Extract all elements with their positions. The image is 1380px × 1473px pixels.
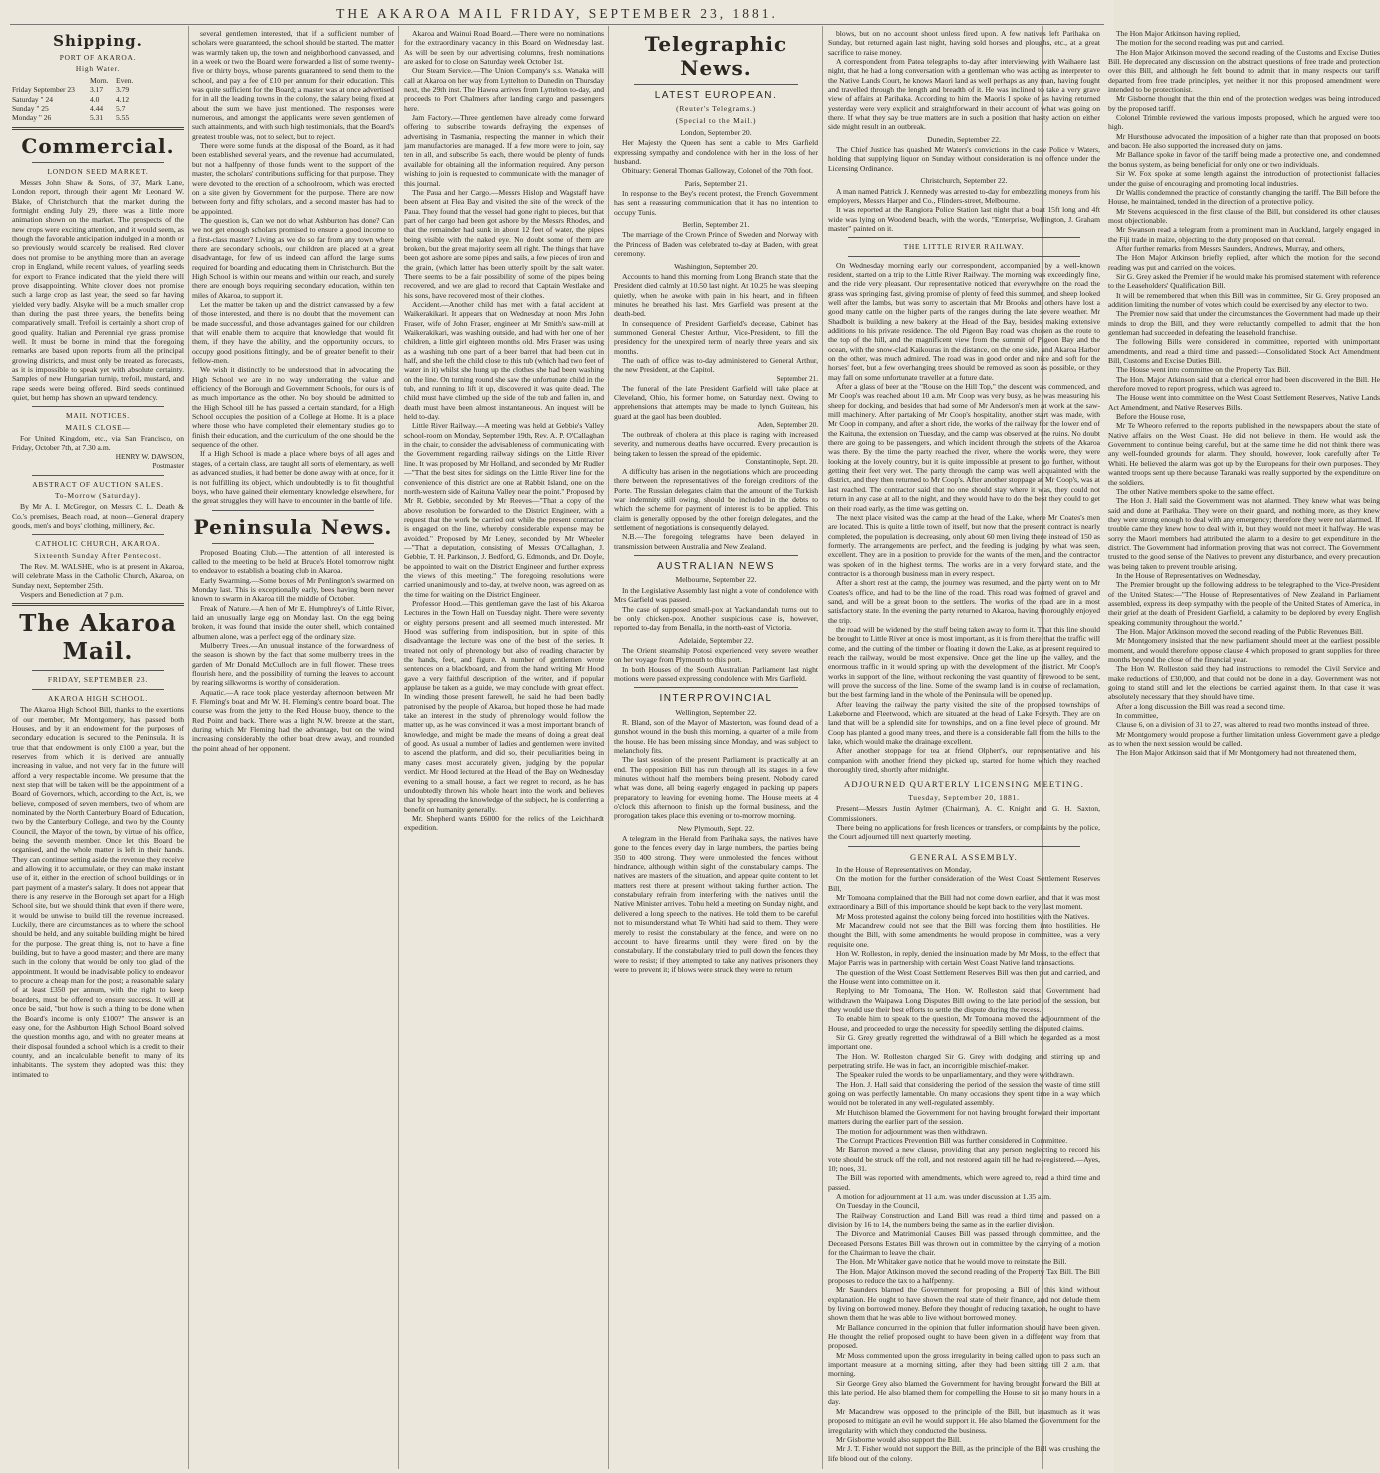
- assembly-paragraph: Mr Te Wheoro referred to the reports published in the newspapers about the state of Native affairs on the West Coast. He did not believe in them. He would ask the Government to continue being careful, but at the same time he did not think there was any well-founded grounds for alarm. They should, however, look carefully after Te Whiti. He believed the alarm was got up by the Europeans for their own purposes. They wanted troops sent up there because Taranaki was really supported by the expenditure on the soldiers.: [1108, 421, 1380, 487]
- postmaster-title: Postmaster: [152, 461, 184, 470]
- high-water-label: High Water.: [75, 64, 121, 74]
- assembly-paragraph: The following Bills were considered in committee, reported with unimportant amendments, and read a third time and passed:—Consolidated Stock Act Amendment Bill, Customs and Excise Duties Bill.: [1108, 337, 1380, 366]
- assembly-paragraph: The Premier now said that under the circumstances the Government had made up their minds to drop the Bill, and they were reluctantly compelled to admit that the hon gentleman had succeeded in defeating the leasehold franchise.: [1108, 309, 1380, 337]
- news-item: Freak of Nature.—A hen of Mr E. Humphrey's of Little River, laid an unusually large egg on Monday last. On the egg being broken, it was found that inside the outer shell, which contained albumen alone, was a perfect egg of the ordinary size.: [192, 603, 394, 641]
- assembly-paragraph: The Hon. Mr Whitaker gave notice that he would move to reinstate the Bill.: [836, 1257, 1067, 1267]
- high-school-text: The Akaroa High School Bill, thanks to the exertions of our member, Mr Montgomery, has passed both Houses, and by it an endowment for the purposes of secondary education is secured to the Peninsula. It is true that that endowment is only £100 a year, but the reserves from which it is derived are annually increasing in value, and not very far in the future will afford a very respectable income. We presume that the next step that will be taken will be the appointment of a Board of Governors, which, according to the Act, is, we believe, composed of seven members, two of whom are nominated by the North Canterbury Board of Education, two by the Canterbury College, and two by the County Council, the Mayor of the town, by virtue of his office, being the seventh member. Once let this Board be organised, and the whole matter is left in their hands. They can continue setting aside the revenue they receive and allowing it to accumulate, or they can make instant use of it, either in the erection of school buildings or in part payment of a master's salary. It does not appear that there is any reserve in the Borough set apart for a High School site, but we should think that even if there were, it would be unwise to build till the revenue increased. Luckily, there are circumstances as to where the school should be held, and any suitable building might be hired for the purpose. The great thing is, not to have a fine building, but to have a good master; and there are many such in the colony that would be only too glad of the appointment. It would be inadvisable policy to endeavor to procure a cheap man for the post; a reasonable salary of at least £350 per annum, with the right to keep boarders, must be offered to ensure success. It will at once be said, "but how is such a thing to be done when the Board's income is only £100?" The answer is an easy one, for the Ashburton High School Board solved the question months ago, and with no greater means at their disposal founded a school which is a credit to their county, and an incalculable benefit to many of its inhabitants. The system they adopted was this: they intimated to: [12, 705, 184, 1079]
- assembly-paragraph: Mr Gisborne thought that the thin end of the protection wedges was being introduced by the proposed tariff.: [1108, 94, 1380, 113]
- railway-text: The next place visited was the camp at the head of the Lake, where Mr Coates's men are located. This is quite a little town of itself, but now that the present contract is nearly completed, the population is decreasing, only about 60 men living there instead of 150 as formerly. The arrangements are perfect, and the feeding is judging by what was seen, excellent. They are in a position to provide for the wants of the men, and the contractor was spoken of in the highest terms. The works are in a very forward state, and the contractor is a thorough business man in every respect.: [828, 512, 1100, 578]
- railway-text: After a short rest at the camp, the journey was resumed, and the party went on to Mr Coates's office, and had to be the line of the road. This road was formed of gravel and sand, and will be a great boon to the settlers. The works of the road are in a most satisfactory state. In the evening the party returned to Akaroa, having thoroughly enjoyed the trip.: [828, 578, 1100, 625]
- column-5: [828, 29, 1380, 1469]
- assembly-paragraph: Sir G. Grey greatly regretted the withdrawal of a Bill which he regarded as a most important one.: [828, 1033, 1100, 1052]
- dateline: Constantinople, Sept. 20.: [745, 458, 818, 467]
- telegram: It was reported at the Rangiora Police Station last night that a boat 15ft long and 4ft wide was lying on Woodend beach, with the words, "Enterprise, Wellington, J. Graham master" painted on it.: [828, 205, 1100, 233]
- news-item: Our Steam Service.—The Union Company's s.s. Wanaka will call at Akaroa on her way from Lyttelton to Dunedin on Thursday next, the 29th inst. The Hawea arrives from Lyttelton to-day, and proceeds to Port Chalmers after landing cargo and passengers here.: [404, 66, 604, 113]
- assembly-paragraph: Mr Stevens acquiesced in the first clause of the Bill, but considered its other clauses most objectionable.: [1108, 206, 1380, 225]
- assembly-paragraph: Mr Gisborne would also support the Bill.: [836, 1434, 962, 1444]
- assembly-paragraph: Mr Ballance spoke in favor of the tariff being made a protective one, and condemned the bonus system, as being beneficial for only one or two individuals.: [1108, 150, 1380, 169]
- auction-text: By Mr A. I. McGregor, on Messrs C. L. Death & Co.'s premises, Beach road, at noon—General drapery goods, men's and boys' clothing, millinery, &c.: [12, 502, 184, 531]
- news-item: Professor Hood.—This gentleman gave the last of his Akaroa Lectures in the Town Hall on Tuesday night. There were seventy or eighty persons present and all seemed much interested. Mr Hood was suffering from indisposition, but in spite of this disadvantage the lecture was one of the best of the series. It treated not only of phrenology but also of reading character by the hands, feet, and figure. A number of gentlemen wrote sentences on a blackboard, and from the hand writing Mr Hood gave a very faithful description of the writer, and if popular applause be taken as a guide, we may conclude with great effect. In winding those present farewell, he said he had been badly patronised by the people of Akaroa, but hoped those he had made take an interest in the study of phrenology would follow the matter up, as he was convinced it was a most important branch of knowledge, and might be made the means of doing a great deal of good. As usual a number of ladies and gentlemen were invited to ascend the platform, and did so, their peculiarities being in many cases most accurately given, judging by the popular verdict. Mr Hood lectured at the Head of the Bay on Wednesday evening to a small house, a fact we regret to record, as he has undoubtedly thrown his whole heart into the work and believes that by spreading the knowledge of the subject, he is conferring a benefit on humanity generally.: [404, 598, 604, 814]
- dateline: London, September 20.: [680, 128, 752, 138]
- dateline: September 21.: [776, 374, 818, 383]
- news-item: Mr. Shepherd wants £6000 for the relics of the Leichhardt expedition.: [404, 813, 604, 833]
- telegram: In the Legislative Assembly last night a vote of condolence with Mrs Garfield was passed.: [614, 585, 818, 605]
- assembly-paragraph: The Speaker ruled the words to be unparliamentary, and they were withdrawn.: [836, 1070, 1074, 1080]
- assembly-paragraph: A motion for adjournment at 11 a.m. was under discussion at 1.35 a.m.: [836, 1191, 1052, 1201]
- high-school-paragraph: We wish it distinctly to be understood that in advocating the High School we are in no way underrating the value and efficiency of the Borough and Government Schools, for ours is of as much importance as the other. No boy should be admitted to the High School till he has passed a certain standard, for a High School occupies the position of a College at Home. It is a place where those who have completed their elementary studies go to finish their education, and the curriculum of the one should be the sequence of the other.: [192, 365, 394, 450]
- licensing-text: There being no applications for fresh licences or transfers, or complaints by the police, the Court adjourned till next quarterly meeting.: [828, 822, 1100, 842]
- assembly-paragraph: After a long discussion the Bill was read a second time.: [1116, 701, 1285, 711]
- assembly-paragraph: Replying to Mr Tomoana, The Hon. W. Rolleston said that Government had withdrawn the Waipawa Long Disputes Bill owing to the late period of the session, but they would use their best efforts to settle the dispute during the recess.: [828, 986, 1100, 1015]
- news-item: Mulberry Trees.—An unusual instance of the forwardness of the season is shown by the fact that some mulberry trees in the garden of Mr Donald McCulloch are in full flower. These trees flourish here, and the possibility of turning the leaves to account by rearing silkworms is worthy of consideration.: [192, 640, 394, 688]
- assembly-paragraph: The Hon Major Atkinson moved the second reading of the Customs and Excise Duties Bill. He deprecated any discussion on the abstract questions of free trade and protection over this Bill, and although he felt bound to admit that in many respects our tariff departed from free trade principles, yet neither it nor this proposed amendment were intended to be protectionist.: [1108, 47, 1380, 95]
- assembly-paragraph: Mr Macandrew was opposed to the principle of the Bill, but inasmuch as it was proposed to mitigate an evil he would support it. He also blamed the Government for the irregularity with which they conducted the business.: [828, 1406, 1100, 1435]
- assembly-paragraph: Mr Montgomery would propose a further limitation unless Government gave a pledge as to when the next session would be called.: [1108, 729, 1380, 749]
- telegram: A correspondent from Patea telegraphs to-day after interviewing with Waihaere last night, that he had a long conversation with a gentleman who was acting as interpreter to the Native Lands Court, he knows Maori land as well perhaps as any man, having fought and travelled through the length and breadth of it. He was inclined to take a very grave view of affairs at Parihaka. According to him the Maoris I spoke of as having returned yesterday were very explicit and straightforward in their account of what was going on there. If what they say be true matters are in such a position that hasty action on either side might result in an outbreak.: [828, 57, 1100, 132]
- tide-table: Morn. Even. Friday September 23 3.17 3.79 Saturday " 24 4.0 4.12 Sunday " 25 4.44 5.7 Monday " 26 5.31 5.55: [12, 76, 184, 123]
- mails-close-label: MAILS CLOSE—: [65, 422, 131, 432]
- assembly-paragraph: The Hon J. Hall said the Government was not alarmed. They knew what was being said and done at Parihaka. They were on their guard, and nothing more, as they knew they were strong enough to deal with any emergency; therefore they were not alarmed. If trouble came they knew how to deal with it, but they would not meet it halfway. He was sorry the Maori members had attributed the alarm to a desire to get expenditure in the district. The Government had information proving that was not correct. The Government trusted to the good sense of the Natives to prevent any disturbance, and every precaution was being taken to prevent trouble arising.: [1108, 496, 1380, 571]
- telegram: A man named Patrick J. Kennedy was arrested to-day for embezzling moneys from his employers, Messrs Harper and Co., Flinders-street, Melbourne.: [828, 186, 1100, 205]
- church-text-2: Vespers and Benediction at 7 p.m.: [20, 590, 124, 600]
- railway-text: After another stoppage for tea at friend Olphert's, our representative and his companion with another friend they picked up, started for home which they reached thoroughly tired, shortly after midnight.: [828, 746, 1100, 775]
- assembly-paragraph: Sir G. Grey asked the Premier if he would make his promised statement with reference to the Leaseholders' Qualification Bill.: [1108, 271, 1380, 291]
- assembly-paragraph: In committee,: [1116, 711, 1159, 721]
- assembly-paragraph: The House went into committee on the West Coast Settlement Reserves, Native Lands Act Amendment, and Native Reserves Bills.: [1108, 393, 1380, 412]
- assembly-paragraph: Mr Swanson read a telegram from a prominent man in Auckland, largely engaged in the Fiji trade in maize, objecting to the duty proposed on that cereal.: [1108, 225, 1380, 244]
- assembly-paragraph: The question of the West Coast Settlement Reserves Bill was then put and carried, and the House went into committee on it.: [828, 967, 1100, 986]
- assembly-paragraph: After further remarks from Messrs Saunders, Andrews, Murray, and others,: [1116, 243, 1345, 253]
- tide-header-morn: Morn.: [90, 75, 109, 85]
- telegram-note: N.B.—The foregoing telegrams have been delayed in transmission between Australia and New Zealand.: [614, 532, 818, 551]
- column-4: [614, 29, 818, 1469]
- assembly-paragraph: Colonel Trimble reviewed the various imposts proposed, which he argued were too high.: [1108, 113, 1380, 132]
- interprovincial-heading: INTERPROVINCIAL: [659, 693, 773, 705]
- news-item: Jam Factory.—Three gentlemen have already come forward offering to subscribe towards defraying the expenses of advertising in Tasmania, respecting the manner in which their jam manufactories are managed. If a few more were to join, say ten in all, and subscribe 5s each, there would be plenty of funds available for obtaining all the information required. Any person wishing to join is requested to communicate with the manager of this journal.: [404, 113, 604, 188]
- assembly-paragraph: The Hon Major Atkinson having replied,: [1116, 29, 1241, 38]
- dateline: New Plymouth, Sept. 22.: [677, 823, 755, 833]
- assembly-paragraph: The Hon. Major Atkinson moved the second reading of the Public Revenues Bill.: [1116, 627, 1364, 636]
- assembly-paragraph: Mr Hutchison blamed the Government for not having brought forward their important matters during the earlier part of the session.: [828, 1107, 1100, 1127]
- assembly-paragraph: The Hon. Major Atkinson said that a clerical error had been discovered in the Bill. He therefore moved to report progress, which was agreed to.: [1108, 374, 1380, 394]
- column-divider: [398, 26, 399, 1469]
- railway-text: On Wednesday morning early our correspondent, accompanied by a well-known resident, started on a trip to the Little River Railway. The morning was exceedingly fine, and the ride very pleasant. Our representative noticed that everywhere on the road the grass was springing fast, giving promise of plenty of feed this summer, and sheep looked well after the lambs, but was sorry to ascertain that Mr Brooks and others have lost a good many cattle on the higher parts of the ranges during the late severe weather. Mr Shadbolt is building a new bakery at the Head of the Bay, besides making extensive additions to his private residence. The old Pigeon Bay road was chosen as the route to the top of the hill, and the magnificent view from the summit of Pigeon Bay and the ocean, with the snow-clad Kaikouras in the distance, on the one side, and Akaroa Harbor on the other, was much admired. The road was in good order and nice and soft for the horses' feet, but a few overhanging trees should be removed as soon as possible, or they may fall on some unfortunate traveller at a future date.: [828, 260, 1100, 382]
- church-text: The Rev. M. WALSHE, who is at present in Akaroa, will celebrate Mass in the Catholic Church, Akaroa, on Sunday next, September 25th.: [12, 562, 184, 590]
- assembly-paragraph: The motion for the second reading was put and carried.: [1116, 38, 1284, 48]
- high-school-paragraph: The question is, Can we not do what Ashburton has done? Can we not get enough scholars promised to ensure a good income to a first-class master? Living as we do so far from any town where there are secondary schools, our children are placed at a great disadvantage, for few of us indeed can afford the large sums required for boarding and educating them in Christchurch. But the High School is within our means and within our reach, and surely there are enough boys requiring secondary education, within ten miles of Akaroa, to support it.: [192, 215, 394, 300]
- railway-text: the road will be widened by the stuff being taken away to form it. That this line should be brought to Little River at once is most important, as it is from there that the traffic will come, and the cutting of the timber or floating it down the Lake, as at present required to reach the railway, would be most expensive. Once get the line up the valley, and the enormous traffic in it would spring up with the development of the district. Mr Coop's works in support of the line, without reckoning the vast quantity of firewood to be sent, will prove the success of the line. Some of the swamp land is in course of reclamation, but the best farming land in the whole of the Peninsula will be opened up.: [828, 624, 1100, 700]
- news-item: Accident.—Another child has met with a fatal accident at Waikerakikari. It appears that on Wednesday at noon Mrs John Fraser, wife of John Fraser, engineer at Mr Smith's saw-mill at Waikerakikari, was washing outside, and had with her one of her children, a little girl eighteen months old. Mrs Fraser was using as a washing tub one part of a beer barrel that had been cut in half, and she left the child close to this tub (which had two feet of water in it) whilst she hung up the clothes she had been washing on the line. On turning round she saw the unfortunate child in the tub, and running to lift it up, discovered it was quite dead. The child must have climbed up the side of the tub and fallen in, and death must have been almost instantaneous. An inquest will be held to-day.: [404, 299, 604, 422]
- news-item: Early Swarming.—Some boxes of Mr Penlington's swarmed on Monday last. This is exceptionally early, bees having been never known to swarm in Akaroa till the middle of October.: [192, 575, 394, 604]
- column-divider: [822, 26, 823, 1469]
- tide-day: Monday " 26: [12, 113, 52, 123]
- tide-header-even: Even.: [116, 75, 134, 85]
- high-school-paragraph: If a High School is made a place where boys of all ages and stages, of a certain class, are taught all sorts of elementary, as well as advanced studies, it had better be done away with at once, for it is not fulfilling its object, which undoubtedly is to fit thoughtful boys, who have gained their elementary knowledge elsewhere, for the great struggles they will have to encounter in the battle of life.: [192, 449, 394, 506]
- assembly-paragraph: Mr Barron moved a new clause, providing that any person neglecting to record his vote should be struck off the roll, and not restored again till he had re-registered.—Ayes, 10; noes, 31.: [828, 1145, 1100, 1173]
- telegram: The case of supposed small-pox at Yackandandah turns out to be only chicken-pox. Another suspicious case is, however, reported to-day from Benalla, in the north-east of Victoria.: [614, 604, 818, 633]
- port-heading: PORT OF AKAROA.: [59, 53, 137, 62]
- assembly-paragraph: Sir George Grey also blamed the Government for having brought forward the Bill at this late period. He also blamed them for compelling the House to sit so many hours in a day.: [828, 1378, 1100, 1407]
- special-label: (Special to the Mail.): [675, 115, 757, 125]
- tide-day: Saturday " 24: [12, 94, 53, 104]
- masthead: THE AKAROA MAIL FRIDAY, SEPTEMBER 23, 1881.: [336, 6, 778, 21]
- assembly-paragraph: In the House of Representatives on Wednesday,: [1116, 570, 1261, 580]
- assembly-paragraph: Sir W. Fox spoke at some length against the introduction of protectionist fallacies under the guise of encouraging and promoting local industries.: [1108, 169, 1380, 188]
- assembly-paragraph: It will be remembered that when this Bill was in committee, Sir G. Grey proposed an addition limiting the number of votes which could be exercised by any elector to two.: [1108, 290, 1380, 309]
- seed-market-text: Messrs John Shaw & Sons, of 37, Mark Lane, London report, through their agent Mr Leonard W. Blake, of Christchurch that the market during the fortnight ending July 29, there was a little more animation shown on the market. The prospects of the new crops were exciting attention, and it would seem, as though the favorable anticipation indulged in a month or so previously would scarcely be realised. Red clover does not promise to be anything more than an average crop in England, while recent values, of yearling seeds for export to France indicated that the yield there will prove disappointing. White clover does not promise such a large crop as last year, the seed so far having yielded very badly. Alsyke will be a much smaller crop than during the past three years, the benefits being comparatively small. Trefoil is certainly a short crop of good quality. Italian and Perennial rye grass promise well. It must be borne in mind that the foregoing remarks are based upon reports from all the principal growing districts, and must only be treated as forecasts, as it is impossible to speak yet with absolute certainty. Samples of new Hungarian turnip, trefoil, mustard, and rape seeds were being offered. Bird seeds continued quiet, but hemp has shown an upward tendency.: [12, 178, 184, 402]
- auction-heading: ABSTRACT OF AUCTION SALES.: [32, 479, 164, 489]
- telegram: The Orient steamship Potosi experienced very severe weather on her voyage from Plymouth to this port.: [614, 645, 818, 665]
- telegram: Obituary: General Thomas Galloway, Colonel of the 70th foot.: [622, 166, 813, 176]
- latest-european-heading: LATEST EUROPEAN.: [654, 90, 778, 101]
- railway-heading: THE LITTLE RIVER RAILWAY.: [903, 242, 1025, 252]
- telegram: In response to the Bey's recent protest, the French Government has sent a reassuring communication that it has no intention to occupy Tunis.: [614, 189, 818, 217]
- mail-notices-text: For United Kingdom, etc., via San Francisco, on Friday, October 7th, at 7.30 a.m.: [12, 434, 184, 453]
- telegram: The last session of the present Parliament is practically at an end. The opposition Bill has run through all its stages in a few minutes without half the members being present. Nobody cared what was done, all being eagerly engaged in packing up papers preparatory to leaving for evening home. The House meets at 4 o'clock this afternoon to finish up the formal business, and the prorogation takes place this evening or to-morrow morning.: [614, 755, 818, 821]
- news-item: Akaroa and Wainui Road Board.—There were no nominations for the extraordinary vacancy in this Board on Wednesday last. As will be seen by our advertising columns, fresh nominations are asked for to close on Saturday week October 1st.: [404, 29, 604, 67]
- news-item: Proposed Boating Club.—The attention of all interested is called to the meeting to be held at Bruce's Hotel tomorrow night to endeavor to establish a boating club in Akaroa.: [192, 547, 394, 576]
- assembly-paragraph: Clause 6, on a division of 31 to 27, was altered to read two months instead of three.: [1116, 720, 1370, 730]
- dateline: Berlin, September 21.: [682, 220, 750, 230]
- high-school-heading: AKAROA HIGH SCHOOL.: [48, 693, 148, 703]
- assembly-paragraph: The Hon. J. Hall said that considering the period of the session the waste of time still going on was perfectly lamentable. On many occasions they spent time in a way which would not be tolerated in any well-regulated assembly.: [828, 1079, 1100, 1108]
- shipping-heading: Shipping.: [53, 32, 143, 50]
- assembly-paragraph: The Hon Major Atkinson said that if Mr Montgomery had not threatened them,: [1116, 748, 1357, 758]
- paper-title: The Akaroa Mail.: [19, 610, 177, 666]
- paper-date: FRIDAY, SEPTEMBER 23.: [47, 675, 149, 685]
- assembly-paragraph: Hon W. Rolleston, in reply, denied the insinuation made by Mr Moss, to the effect that Major Parris was in partnership with certain West Coast Native land transactions.: [828, 948, 1100, 968]
- telegram: blows, but on no account shoot unless fired upon. A few natives left Parihaka on Sunday, but returned again last night, having sold horses and ploughs, etc., at a great sacrifice to raise money.: [828, 29, 1100, 57]
- tide-day: Sunday " 25: [12, 103, 49, 113]
- australian-news-heading: AUSTRALIAN NEWS: [656, 561, 776, 573]
- telegram: The Chief Justice has quashed Mr Waters's convictions in the case Police v Waters, holding that supplying liquor on Sunday without consideration is no offence under the Licensing Ordinance.: [828, 145, 1100, 173]
- dateline: Christchurch, September 22.: [920, 176, 1008, 186]
- assembly-paragraph: The Hon W. Rolleston said they had instructions to remodel the Civil Service and make reductions of £30,000, and that could not be done in a day. Government was not going to stand still and let the elections be carried against them. In that case it was absolutely necessary that they should have time.: [1108, 664, 1380, 702]
- dateline: Adelaide, September 22.: [678, 635, 754, 645]
- assembly-paragraph: On the motion for the further consideration of the West Coast Settlement Reserves Bill,: [828, 874, 1100, 893]
- telegram: Accounts to hand this morning from Long Branch state that the President died calmly at 10.50 last night. At 10.25 he was sleeping quietly, when he awoke with pain in his heart, and in fifteen minutes he breathed his last. Mrs Garfield was present at the death-bed.: [614, 271, 818, 319]
- assembly-paragraph: The Bill was reported with amendments, which were agreed to, read a third time and passed.: [828, 1173, 1100, 1192]
- high-school-paragraph: There were some funds at the disposal of the Board, as it had been established several years, and the revenue had accumulated, but not a halfpenny of those funds went to the support of the master, the scholars' contributions sufficing for that purpose. They were devoted to the erection of a schoolroom, which was erected on a site given by Government for the purpose. There are now between forty and fifty scholars, and a second master has had to be appointed.: [192, 141, 394, 216]
- assembly-paragraph: Mr Saunders blamed the Government for proposing a Bill of this kind without explanation. He ought to have shown the real state of their finance, and not delude them by living on borrowed money. Before they thought of reducing taxation, he ought to have shown them that he was able to live without borrowed money.: [828, 1285, 1100, 1323]
- assembly-paragraph: Mr Macandrew could not see that the Bill was forcing them into hostilities. He thought the Bill, with some amendments he would propose in committee, was a very requisite one.: [828, 920, 1100, 949]
- column-3: [404, 29, 604, 1469]
- assembly-paragraph: Dr Wallis condemned the practice of constantly changing the tariff. The Bill before the House, he maintained, tended in the direction of a protective policy.: [1108, 187, 1380, 207]
- railway-text: After leaving the railway the party visited the site of the proposed townships of Lakeborne and Fleetwood, which are situated at the head of Lake Forsyth. They are on land that will be a splendid site for townships, and on a fine level piece of ground. Mr Coop has planted a good many trees, and there is a considerable fall from the hills to the lake, which would make the drainage excellent.: [828, 699, 1100, 747]
- telegram: The funeral of the late President Garfield will take place at Cleveland, Ohio, his former home, on Saturday next. Owing to apprehensions that attempts may be made to lynch Guiteau, his guard at the gaol has been doubled.: [614, 383, 818, 421]
- telegram: The oath of office was to-day administered to General Arthur, the new President, at the Capitol.: [614, 355, 818, 375]
- assembly-paragraph: Mr Moss protested against the colony being forced into hostilities with the Natives.: [836, 911, 1090, 921]
- licensing-date: Tuesday, September 20, 1881.: [908, 792, 1020, 802]
- assembly-paragraph: The Premier brought up the following address to be telegraphed to the Vice-President of the United States:—"The House of Representatives of New Zealand in Parliament assembled, express its deep sympathy with the people of the United States of America, in their grief at the death of President Garfield, a calamity to be deplored by every English speaking community throughout the world.": [1108, 580, 1380, 627]
- assembly-paragraph: The other Native members spoke to the same effect.: [1116, 486, 1275, 496]
- assembly-paragraph: The Railway Construction and Land Bill was read a third time and passed on a division by 16 to 14, the numbers being the same as in the earlier division.: [828, 1210, 1100, 1229]
- assembly-paragraph: Mr Hursthouse advocated the imposition of a higher rate than that proposed on boots and bacon. He also supported the increased duty on jams.: [1108, 131, 1380, 151]
- assembly-paragraph: The Hon. W. Rolleston charged Sir G. Grey with dodging and stirring up and perpetrating strife. He was in fact, an incorrigible mischief-maker.: [828, 1051, 1100, 1071]
- church-subheading: Sixteenth Sunday After Pentecost.: [34, 550, 162, 560]
- column-divider: [188, 26, 189, 1469]
- assembly-paragraph: The Hon Major Atkinson briefly replied, after which the motion for the second reading was put and carried on the voices.: [1108, 253, 1380, 272]
- assembly-paragraph: Mr Moss commented upon the gross irregularity in being called upon to pass such an important measure at a morning sitting, after they had been sitting till 2 a.m. that morning.: [828, 1350, 1100, 1379]
- column-1: [12, 29, 184, 1469]
- assembly-paragraph: Mr Montgomery insisted that the new parliament should meet at the earliest possible moment, and would therefore oppose clause 4 which proposed to grant supplies for three months beyond the close of the financial year.: [1108, 636, 1380, 665]
- peninsula-news-heading: Peninsula News.: [193, 514, 393, 539]
- telegram: The marriage of the Crown Prince of Sweden and Norway with the Princess of Baden was celebrated to-day at Baden, with great ceremony.: [614, 230, 818, 259]
- mail-notices-heading: MAIL NOTICES.: [66, 411, 130, 421]
- dateline: Paris, September 21.: [684, 178, 748, 188]
- dateline: Aden, September 20.: [757, 421, 818, 429]
- masthead-rule: [10, 24, 1104, 25]
- general-assembly-heading: GENERAL ASSEMBLY.: [910, 851, 1018, 862]
- seed-market-heading: LONDON SEED MARKET.: [47, 166, 149, 176]
- licensing-heading: ADJOURNED QUARTERLY LICENSING MEETING.: [843, 779, 1085, 790]
- railway-text: After a glass of beer at the "Rouse on the Hill Top," the descent was commenced, and Mr Coop's was reached about 10 a.m. Mr Coop was very busy, as he was measuring his sheep for docking, and besides that had some of Mr Anderson's men at work at the saw-mill machinery. After partaking of Mr Coop's hospitality, another start was made, with Mr Coop in company, and after a short ride, the works of the railway for the lower end of the Kaituna, the extension on Tuesday, and the camp was observed at the ruins. No doubt there are going to be passengers, and which incident through the streets of the Akaroa was there. By the time the party reached the river, where the works were, they were looking at the lovely country, but it is quite impossible at present to go further, without getting their feet very wet. The party through the camp was well acquainted with the district, and they then returned to Mr Coop's. After another stoppage at Mr Coop's, was at last reached. The contractor said that no one should stay where it was, they could not return in any case at all to the night, and they would have to do the best they could to get on their road early, as the time was getting on.: [828, 382, 1100, 513]
- telegram: R. Bland, son of the Mayor of Masterton, was found dead of a gunshot wound in the bush this morning, a quarter of a mile from the house. He has been missing since Monday, and was subject to melancholy fits.: [614, 717, 818, 755]
- assembly-paragraph: To enable him to speak to the question, Mr Tomoana moved the adjournment of the House, and proceeded to urge the necessity for speedily settling the disputed claims.: [828, 1014, 1100, 1033]
- assembly-paragraph: Mr Tomoana complained that the Bill had not come down earlier, and that it was most extraordinary a Bill of this importance should be kept back to the very last moment.: [828, 892, 1100, 912]
- assembly-paragraph: The Hon. Major Atkinson moved the second reading of the Property Tax Bill. The Bill proposes to reduce the tax to a halfpenny.: [828, 1266, 1100, 1285]
- news-item: Aquatic.—A race took place yesterday afternoon between Mr F. Fleming's boat and Mr W. H. Fleming's centre board boat. The course was from the jetty to the Red House buoy, thence to the Red Point and back. There was a light N.W. breeze at the start, during which Mr Fleming had the advantage, but on the wind increasing considerably the other boat drew away, and rounded the point ahead of her opponent.: [192, 687, 394, 753]
- reuters-label: (Reuter's Telegrams.): [676, 104, 756, 114]
- telegram: In consequence of President Garfield's decease, Cabinet has summoned General Chester Arthur, Vice-President, to fill the presidency for the unexpired term of nearly three years and six months.: [614, 318, 818, 356]
- high-school-paragraph: Let the matter be taken up and the district canvassed by a few of those interested, and there is no doubt that the movement can be made successful, and those advantages gained for our children that will enable them to acquire that knowledge that would fit them, if they have the ability, and the opportunity occurs, to occupy good positions fittingly, and be of greater benefit to their fellow-men.: [192, 299, 394, 366]
- church-heading: CATHOLIC CHURCH, AKAROA.: [35, 539, 161, 549]
- assembly-paragraph: The Corrupt Practices Prevention Bill was further considered in Committee.: [836, 1135, 1068, 1145]
- dateline: Dunedin, September 22.: [927, 134, 1001, 144]
- assembly-paragraph: Mr Ballance concurred in the opinion that fuller information should have been given. He thought the relief proposed ought to have been given in a different way from that proposed.: [828, 1322, 1100, 1351]
- assembly-paragraph: Mr J. T. Fisher would not support the Bill, as the principle of the Bill was crushing the life blood out of the colony.: [828, 1444, 1100, 1463]
- telegram: A difficulty has arisen in the negotiations which are proceeding there between the representatives of the foreign creditors of the Porte. The Russian delegates claim that the amount of the Turkish war indemnity still owing, should be included in the debts to which the scheme for payment of interest is to be applied. This claim is generally opposed by the other foreign delegates, and the settlement of negotiations is consequently delayed.: [614, 467, 818, 533]
- auction-subheading: To-Morrow (Saturday).: [54, 491, 142, 501]
- high-school-continued: several gentlemen interested, that if a sufficient number of scholars were guaranteed, the school should be started. The matter was warmly taken up, the town and neighborhood canvassed, and in a week or two the Board were forwarded a list of some twenty-five or thirty boys, whose parents guaranteed to send them to the school, and pay a fee of £10 per annum for their education. This was quite sufficient for the Board; a master was at once advertised for in all the leading towns in the colony, the salary being fixed at about the sum we have just mentioned. The responses were numerous, and amongst the applicants were seven gentlemen of such attainments, and with such high testimonials, that the Board's greatest trouble was, not to select, but to reject.: [192, 29, 394, 141]
- assembly-paragraph: The Divorce and Matrimonial Causes Bill was passed through committee, and the Deceased Persons Estates Bill was thrown out in committee by the carrying of a motion for the Chairman to leave the chair.: [828, 1229, 1100, 1257]
- commercial-heading: Commercial.: [21, 133, 175, 158]
- assembly-paragraph: In the House of Representatives on Monday,: [836, 864, 972, 874]
- dateline: Melbourne, September 22.: [675, 575, 757, 585]
- assembly-paragraph: The motion for adjournment was then withdrawn.: [836, 1126, 988, 1136]
- dateline: Wellington, September 22.: [675, 707, 757, 717]
- licensing-text: Present—Messrs Justin Aylmer (Chairman), A. C. Knight and G. H. Saxton, Commissioners.: [828, 804, 1100, 823]
- assembly-paragraph: On Tuesday in the Council,: [836, 1201, 920, 1211]
- news-item: Little River Railway.—A meeting was held at Gebbie's Valley school-room on Monday, September 19th, Rev. A. P. O'Callaghan in the chair, to consider the advisableness of communicating with the Government regarding railway sidings on the Little River line. It was proposed by Mr Holland, and seconded by Mr Rudler—"That the best sites for sidings on the Little River line for the convenience of this district are one at Rabbit Island, one on the north-western side of Kaituna Valley near the point." Proposed by Mr R. Gebbie, seconded by Mr Reeves—"That a copy of the above resolution be forwarded to the District Engineer, with a request that the work be carried out while the present contractor is engaged on the line, whereby considerable expense may be avoided." Proposed by Mr Leney, seconded by Mr Wheeler—"That a deputation, consisting of Messrs O'Callaghan, J. Gebbie, T. H. Parkinson, J. Bedford, G. Edmonds, and Dr. Doyle, be appointed to wait on the District Engineer and further express the views of this meeting." The foregoing resolutions were carried unanimously and to-day, at twelve noon, was agreed on as the time for waiting on the District Engineer.: [404, 421, 604, 599]
- telegram: A telegram in the Herald from Parihaka says, the natives have gone to the fences every day in large numbers, the parties being 350 to 400 strong. They were unmolested the fences without hindrance, although within sight of the constabulary camps. The natives are masters of the situation, and appear quite content to let matters rest there at present without taking further action. The constabulary refrain from interfering with the natives until the Native Minister arrives. Tohu held a meeting on Sunday night, and delivered a long speech to the natives. He told them to be careful not to misunderstand what Te Whiti had said to them. They were merely to resist the constabulary at the fence, and were on no account to have firearms until they were fired on by the constabulary. If the constabulary tried to pull down the fences they were to resist; if they attempted to take any natives prisoners they were to prevent it; if blows were struck they were to return: [614, 834, 818, 974]
- telegram: In both Houses of the South Australian Parliament last night motions were passed expressing condolence with Mrs Garfield.: [614, 664, 818, 683]
- postmaster-name: HENRY W. DAWSON,: [115, 452, 184, 461]
- dateline: Washington, September 20.: [674, 261, 758, 271]
- tide-day: Friday September 23: [12, 85, 75, 95]
- assembly-paragraph: Before the House rose,: [1116, 412, 1186, 422]
- telegraphic-news-heading: Telegraphic News.: [644, 32, 788, 80]
- column-2: [192, 29, 394, 1469]
- news-item: The Paua and her Cargo.—Messrs Hislop and Wagstaff have been absent at Flea Bay and visited the site of the wreck of the Paua. They found that the vessel had gone right to pieces, but that part of her cargo had been got ashore by the Messrs Rhodes, and that the remainder had sunk in about 12 feet of water, the pipes being visible with the naked eye. No doubt some of them are broken, but the great majority seem all right. The things that have been got ashore are some pipes and sails, a few pieces of iron and the grain, (which latter has been utterly spoilt by the salt water. There seems to be a fair possibility of some of the pipes being recovered, and we are glad to record that Captain Westlake and his sons, have recovered most of their clothes.: [404, 187, 604, 300]
- column-divider: [608, 26, 609, 1469]
- telegram: Her Majesty the Queen has sent a cable to Mrs Garfield expressing sympathy and condolence with her in the loss of her husband.: [614, 138, 818, 167]
- assembly-paragraph: The House went into committee on the Property Tax Bill.: [1116, 365, 1291, 375]
- telegram: The outbreak of cholera at this place is raging with increased severity, and numerous deaths have occurred. Every precaution is being taken to lessen the spread of the epidemic.: [614, 430, 818, 458]
